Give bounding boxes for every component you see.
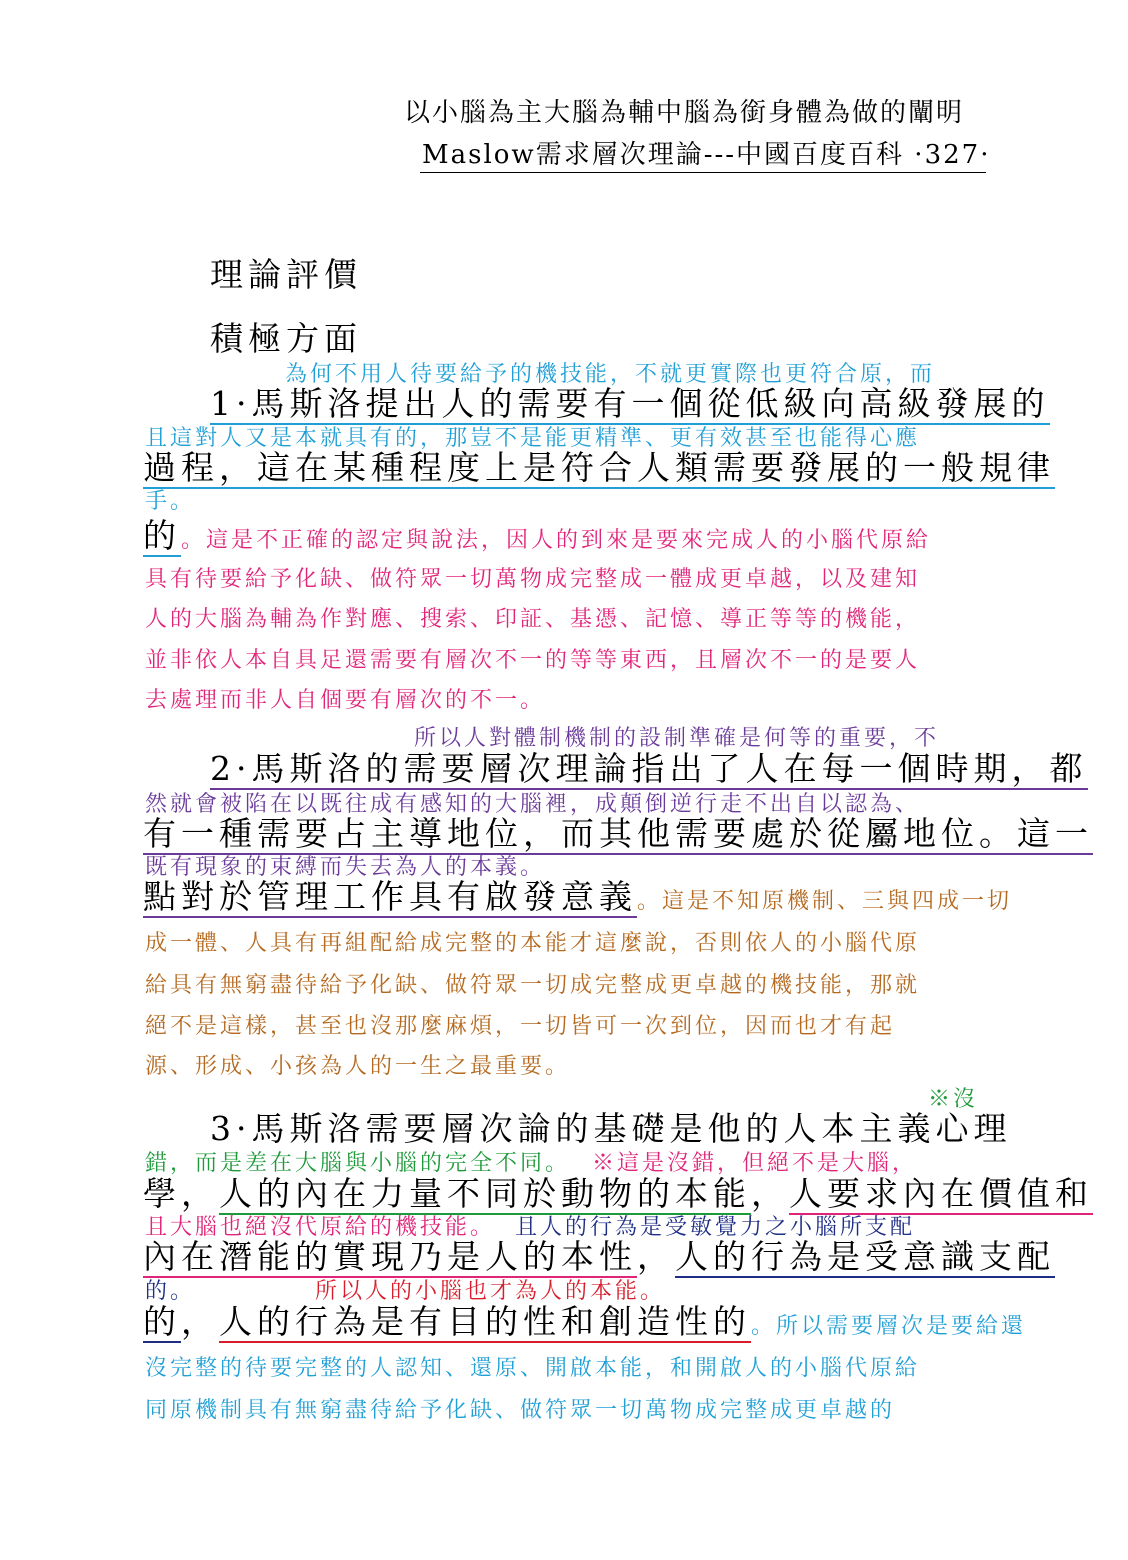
underlined-text: 的 — [143, 1302, 181, 1341]
annotation: ※沒 — [928, 1087, 979, 1112]
comment-line: 給具有無窮盡待給予化缺、做符眾一切成完整成更卓越的機技能，那就 — [145, 973, 921, 998]
underlined-text: 人的行為是有目的性和創造性的 — [219, 1302, 751, 1341]
comment-line: 源、形成、小孩為人的一生之最重要。 — [145, 1054, 571, 1079]
comment-text: 。這是不正確的認定與說法，因人的到來是要來完成人的小腦代原給 — [181, 528, 932, 553]
paragraph-line — [143, 1302, 1027, 1341]
underlined-text: 內在潛能的實現乃是人的本性 — [143, 1237, 637, 1276]
annotation: 為何不用人待要給予的機技能，不就更實際也更符合原，而 — [285, 362, 936, 387]
underlined-text: 2·馬斯洛的需要層次理論指出了人在每一個時期，都 — [210, 749, 1088, 788]
header-subtitle: Maslow需求層次理論---中國百度百科 ·327· — [422, 140, 991, 170]
underlined-text: 有一種需要占主導地位，而其他需要處於從屬地位。這一 — [143, 814, 1093, 853]
underlined-text: 過程，這在某種程度上是符合人類需要發展的一般規律 — [143, 448, 1055, 487]
comment-line: 並非依人本自具足還需要有層次不一的等等東西，且層次不一的是要人 — [145, 648, 921, 673]
plain-text: ， — [751, 1174, 789, 1213]
annotation-line — [145, 1217, 915, 1239]
underlined-text: 人的內在力量不同於動物的本能 — [219, 1174, 751, 1213]
paragraph-line — [143, 448, 1055, 487]
section-title: 理論評價 — [210, 255, 362, 294]
comment-line: 具有待要給予化缺、做符眾一切萬物成完整成一體成更卓越，以及建知 — [145, 567, 921, 592]
underlined-text: 人要求內在價值和 — [789, 1174, 1093, 1213]
comment-line: 沒完整的待要完整的人認知、還原、開啟本能，和開啟人的小腦代原給 — [145, 1356, 921, 1381]
annotation-line — [145, 1281, 665, 1303]
annotation: 的。 — [145, 1279, 196, 1304]
comment-line: 成一體、人具有再組配給成完整的本能才這麼說，否則依人的小腦代原 — [145, 931, 921, 956]
comment-line: 人的大腦為輔為作對應、搜索、印証、基憑、記憶、導正等等的機能， — [145, 607, 921, 632]
paragraph-line — [143, 516, 932, 555]
paragraph-line — [210, 384, 1050, 423]
comment-line: 絕不是這樣，甚至也沒那麼麻煩，一切皆可一次到位，因而也才有起 — [145, 1014, 896, 1039]
underlined-text: 人的行為是受意識支配 — [675, 1237, 1055, 1276]
underlined-text: 點對於管理工作具有啟發意義 — [143, 877, 637, 916]
paragraph-line — [210, 749, 1088, 788]
comment-text: 。所以需要層次是要給還 — [751, 1314, 1027, 1339]
annotation-line — [145, 1153, 917, 1175]
section-subtitle: 積極方面 — [210, 319, 362, 358]
annotation: 所以人的小腦也才為人的本能。 — [315, 1279, 666, 1304]
paragraph-line — [143, 814, 1093, 853]
annotation: ※這是沒錯，但絕不是大腦， — [592, 1151, 918, 1176]
annotation: 手。 — [145, 489, 196, 514]
underlined-text: 1·馬斯洛提出人的需要有一個從低級向高級發展的 — [210, 384, 1050, 423]
plain-text: ， — [181, 1302, 219, 1341]
header-title: 以小腦為主大腦為輔中腦為銜身體為做的闡明 — [404, 98, 965, 128]
paragraph-line: 3·馬斯洛需要層次論的基礎是他的人本主義心理 — [210, 1109, 1012, 1148]
paragraph-line — [143, 877, 1013, 916]
plain-text: 學， — [143, 1174, 219, 1213]
plain-text: ， — [637, 1237, 675, 1276]
comment-line: 同原機制具有無窮盡待給予化缺、做符眾一切萬物成完整成更卓越的 — [145, 1398, 896, 1423]
paragraph-line — [143, 1237, 1055, 1276]
header-rule — [420, 172, 986, 173]
annotation: 錯，而是差在大腦與小腦的完全不同。 — [145, 1151, 571, 1176]
annotation: 且這對人又是本就具有的，那豈不是能更精準、更有效甚至也能得心應 — [145, 426, 921, 451]
annotation: 且人的行為是受敏覺力之小腦所支配 — [515, 1215, 916, 1240]
paragraph-line — [143, 1174, 1093, 1213]
annotation: 然就會被陷在以既往成有感知的大腦裡，成顛倒逆行走不出自以認為、 — [145, 792, 921, 817]
annotation: 所以人對體制機制的設制準確是何等的重要，不 — [414, 726, 940, 751]
underlined-text: 的 — [143, 516, 181, 555]
comment-text: 。這是不知原機制、三與四成一切 — [637, 889, 1013, 914]
annotation: 既有現象的束縛而失去為人的本義。 — [145, 855, 546, 880]
comment-line: 去處理而非人自個要有層次的不一。 — [145, 688, 546, 713]
annotation: 且大腦也絕沒代原給的機技能。 — [145, 1215, 496, 1240]
